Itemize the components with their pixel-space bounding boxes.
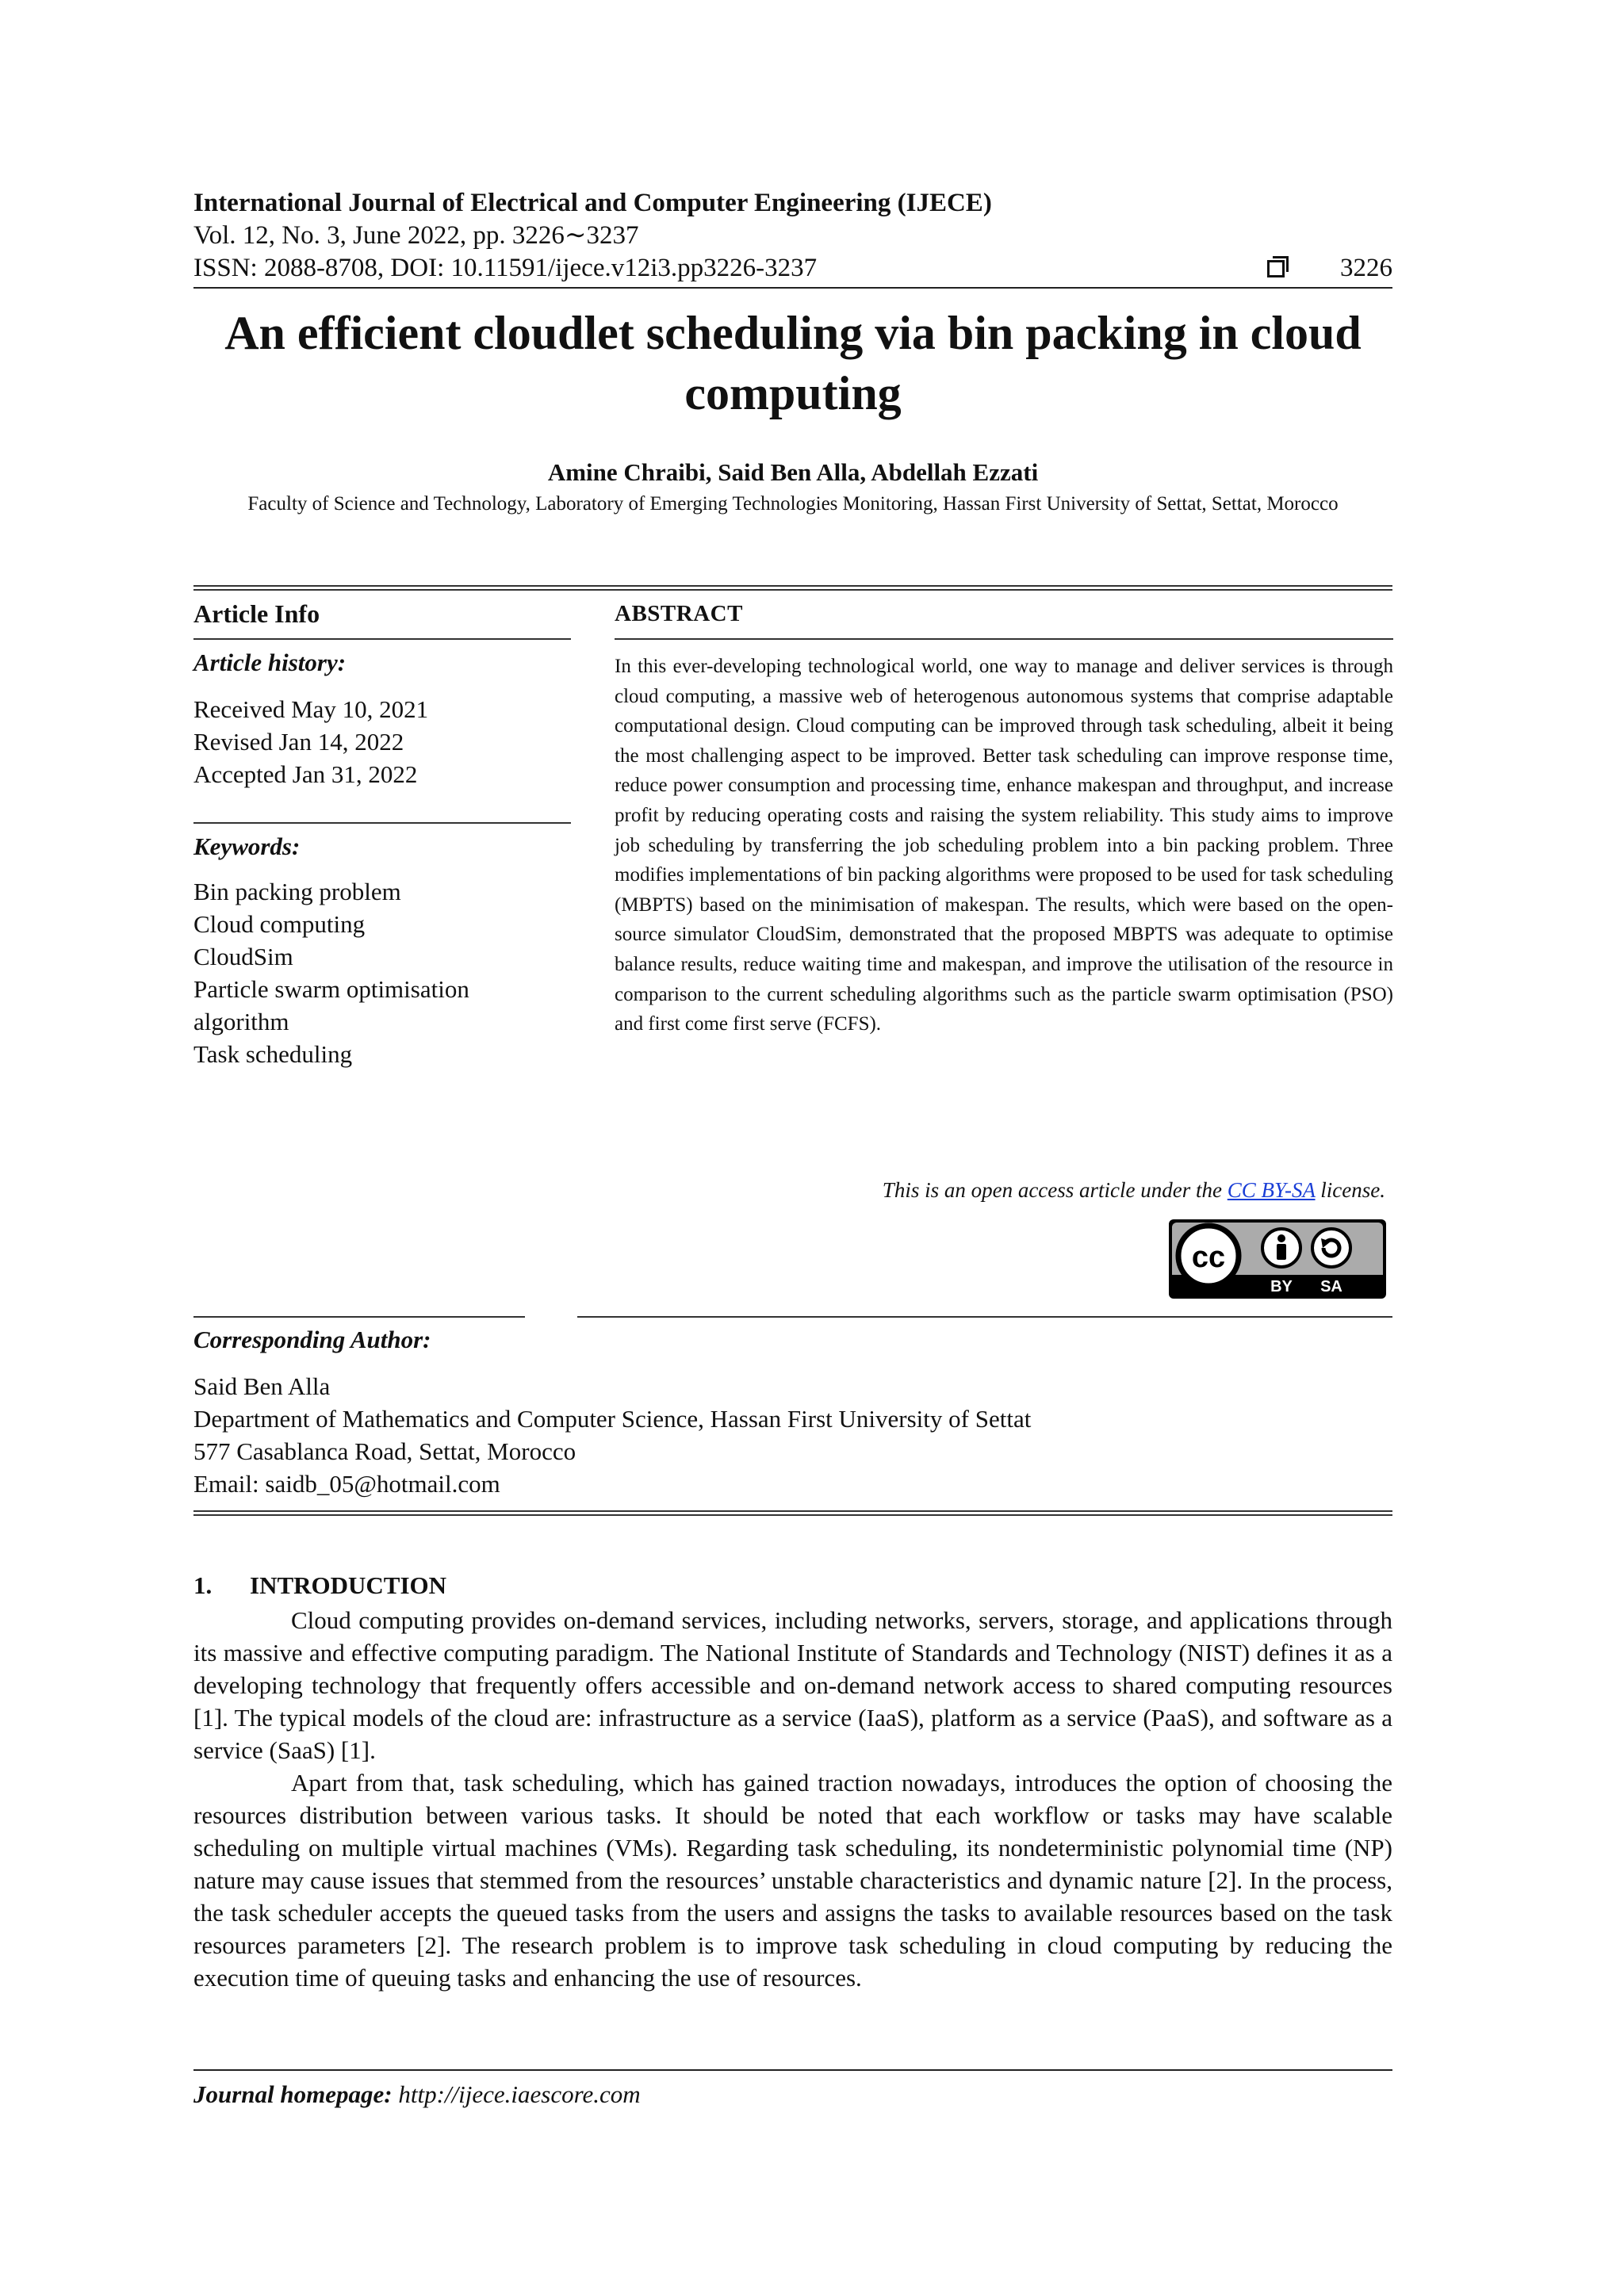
info-bottom-rule bbox=[193, 1510, 1392, 1516]
journal-name: International Journal of Electrical and Computer Engineering (IJECE) bbox=[193, 189, 992, 217]
homepage-label: Journal homepage: bbox=[193, 2080, 393, 2108]
article-history-label: Article history: bbox=[193, 649, 347, 676]
keyword-item: Bin packing problem bbox=[193, 878, 401, 905]
by-person-body bbox=[1277, 1244, 1286, 1260]
badge-by-label: BY bbox=[1270, 1278, 1293, 1295]
paper-title: An efficient cloudlet scheduling via bin packing in cloud computing bbox=[224, 307, 1362, 419]
page-box-icon bbox=[1267, 260, 1285, 277]
introduction-heading bbox=[193, 1571, 446, 1600]
keyword-item: Cloud computing bbox=[193, 910, 366, 938]
history-received: Received May 10, 2021 bbox=[193, 695, 429, 723]
journal-homepage bbox=[193, 2080, 641, 2109]
license-prefix: This is an open access article under the bbox=[882, 1178, 1222, 1202]
corresponding-details bbox=[193, 1370, 1031, 1500]
cc-by-sa-badge-icon[interactable] bbox=[1169, 1219, 1386, 1299]
intro-paragraph-1: Cloud computing provides on-demand services, including networks, servers, storage, and applications through its massive and effective computing paradigm. The National Institute of Standards and Technology (NIST) defines it as a developing technology that frequently offers accessible and on-demand network access to shared computing resources [1]. The typical models of the cloud are: infrastructure as a service (IaaS), platform as a service (PaaS), and software as a service (SaaS) [1]. bbox=[193, 1606, 1392, 1764]
header-right bbox=[1267, 252, 1392, 285]
article-info-heading: Article Info bbox=[193, 599, 320, 628]
introduction-body bbox=[193, 1604, 1392, 1994]
abstract-text: In this ever-developing technological world, one way to manage and deliver services is through cloud computing, a massive web of heterogenous autonomous systems that comprise adaptable computational design. Cloud computing can be improved through task scheduling, albeit it being the most challenging aspect to be improved. Better task scheduling can improve response time, reduce power consumption and processing time, enhance makespan and throughput, and increase profit by reducing operating costs and raising the system reliability. This study aims to improve job scheduling by transferring the job scheduling problem into a bin packing problem. Three modifies implementations of bin packing algorithms were proposed to be used for task scheduling (MBPTS) based on the minimisation of makespan. The results, which were based on the open-source simulator CloudSim, demonstrated that the proposed MBPTS was adequate to optimise balance results, reduce waiting time and makespan, and improve the utilisation of the resource in comparison to the current scheduling algorithms such as the particle swarm optimisation (PSO) and first come first serve (FCFS). bbox=[615, 656, 1393, 1035]
paper-authors: Amine Chraibi, Said Ben Alla, Abdellah Ezzati bbox=[547, 458, 1039, 486]
article-info-rule bbox=[193, 638, 571, 640]
corresponding-address: 577 Casablanca Road, Settat, Morocco bbox=[193, 1437, 576, 1465]
keywords-list bbox=[193, 875, 469, 1070]
cc-letters: cc bbox=[1191, 1241, 1226, 1274]
badge-sa-label: SA bbox=[1320, 1278, 1342, 1295]
keyword-item: Particle swarm optimisation bbox=[193, 975, 469, 1003]
footer-rule bbox=[193, 2069, 1392, 2071]
abstract-heading: ABSTRACT bbox=[615, 601, 743, 626]
corresponding-name: Said Ben Alla bbox=[193, 1372, 331, 1400]
by-person-head bbox=[1277, 1234, 1285, 1242]
article-history-list bbox=[193, 693, 428, 790]
history-revised: Revised Jan 14, 2022 bbox=[193, 728, 404, 756]
keyword-item: algorithm bbox=[193, 1008, 289, 1035]
corresponding-email: Email: saidb_05@hotmail.com bbox=[193, 1470, 500, 1498]
corresponding-label: Corresponding Author: bbox=[193, 1326, 431, 1353]
journal-issn: ISSN: 2088-8708, DOI: 10.11591/ijece.v12i3.pp3226-3237 bbox=[193, 254, 818, 282]
journal-header bbox=[193, 187, 1392, 285]
corresponding-rule-left bbox=[193, 1316, 525, 1318]
history-accepted: Accepted Jan 31, 2022 bbox=[193, 760, 418, 788]
intro-paragraph-2: Apart from that, task scheduling, which has gained traction nowadays, introduces the option of choosing the resources distribution between various tasks. It should be noted that each workflow or tasks may have scalable scheduling on multiple virtual machines (VMs). Regarding task scheduling, its nondeterministic polynomial time (NP) nature may cause issues that stemmed from the resources’ unstable characteristics and dynamic nature [2]. In the process, the task scheduler accepts the queued tasks from the users and assigns the tasks to available resources based on the task resources parameters [2]. The research problem is to improve task scheduling in cloud computing by reducing the execution time of queuing tasks and enhancing the use of resources. bbox=[193, 1769, 1392, 1992]
page-number: 3226 bbox=[1340, 254, 1392, 282]
abstract-rule bbox=[615, 638, 1393, 640]
section-number: 1. bbox=[193, 1571, 213, 1599]
keyword-item: CloudSim bbox=[193, 943, 293, 970]
keywords-label: Keywords: bbox=[193, 832, 301, 860]
journal-volume: Vol. 12, No. 3, June 2022, pp. 3226∼3237 bbox=[193, 221, 639, 250]
corresponding-rule-right bbox=[577, 1316, 1392, 1318]
license-link[interactable]: CC BY-SA bbox=[1227, 1178, 1316, 1202]
keywords-rule bbox=[193, 822, 571, 824]
section-title: INTRODUCTION bbox=[250, 1571, 447, 1599]
paper-affiliation: Faculty of Science and Technology, Laboratory of Emerging Technologies Monitoring, Hassan First University of Settat, Settat, Morocco bbox=[247, 493, 1339, 515]
info-top-rule bbox=[193, 585, 1392, 591]
sa-sharealike-icon bbox=[1312, 1229, 1350, 1267]
keyword-item: Task scheduling bbox=[193, 1040, 353, 1068]
license-note bbox=[615, 1178, 1385, 1203]
license-suffix: license. bbox=[1320, 1178, 1385, 1202]
corresponding-department: Department of Mathematics and Computer Science, Hassan First University of Settat bbox=[193, 1405, 1032, 1433]
header-rule bbox=[193, 287, 1392, 289]
cc-badge-svg bbox=[1169, 1219, 1386, 1299]
homepage-url[interactable]: http://ijece.iaescore.com bbox=[398, 2080, 641, 2108]
